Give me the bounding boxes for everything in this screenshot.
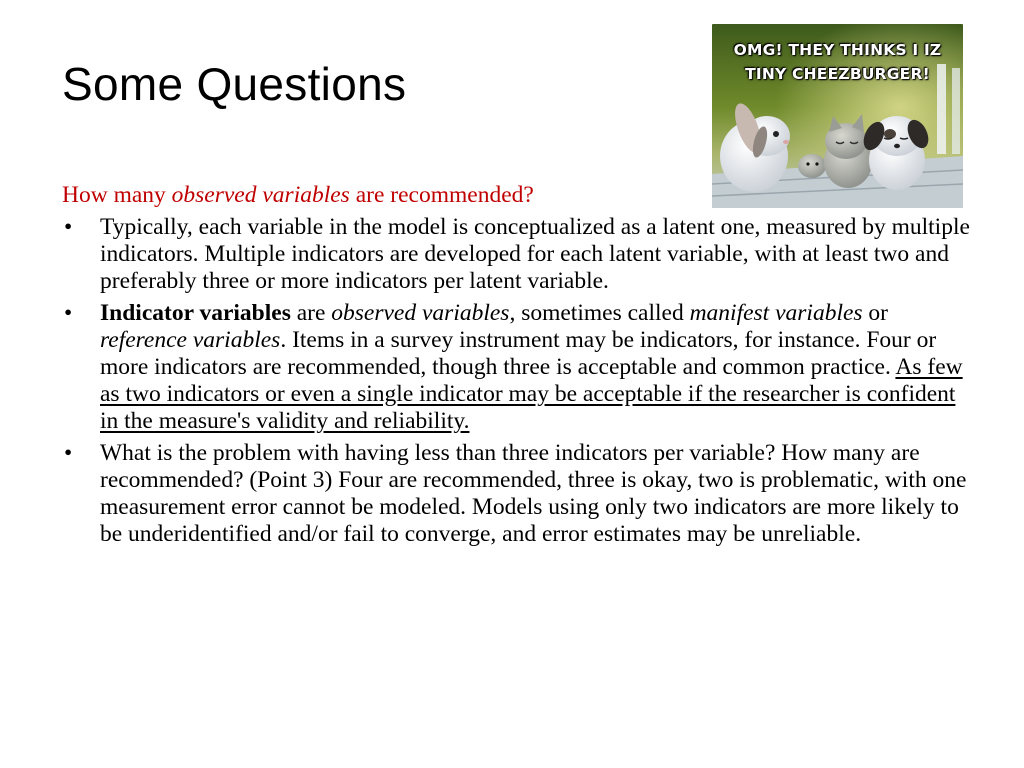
bullet-emphasis: observed variables [331, 300, 510, 326]
bullet-emphasis: reference variables [100, 327, 281, 353]
bullet-emphasis: manifest variables [689, 300, 863, 326]
bullet-text: are [290, 300, 332, 326]
meme-photo [712, 24, 963, 208]
bullet-underlined-text: As few as two indicators or even a single indicator may be acceptable if the researcher is confident in the measure's validity and reliability. [100, 354, 963, 434]
question-heading [62, 182, 972, 209]
bullet-item-3 [62, 440, 972, 548]
question-emphasis: observed variables [171, 182, 350, 208]
bullet-item-1 [62, 214, 972, 295]
slide-title: Some Questions [62, 58, 407, 110]
bullet-dot-icon: • [64, 300, 73, 326]
bullet-text: or [862, 300, 888, 326]
question-post: are recommended? [349, 182, 534, 208]
bullet-dot-icon: • [64, 214, 73, 240]
bullet-text: , sometimes called [509, 300, 690, 326]
meme-caption: OMG! THEY THINKS I IZ TINY CHEEZBURGER! [733, 41, 942, 83]
question-pre: How many [62, 182, 172, 208]
bullet-text: Typically, each variable in the model is conceptualized as a latent one, measured by multiple indicators. Multiple indicators are developed for each latent variable, with at least two and preferably three or more indicators per latent variable. [100, 214, 970, 294]
bullet-item-2 [62, 300, 972, 435]
bullet-strong: Indicator variables [100, 300, 291, 326]
bullet-text: What is the problem with having less than three indicators per variable? How many are recommended? (Point 3) Four are recommended, three is okay, two is problematic, with one measurement error cannot be modeled. Models using only two indicators are more likely to be underidentified and/or fail to converge, and error estimates may be unreliable. [100, 440, 967, 547]
slide-body [62, 182, 972, 553]
bullet-dot-icon: • [64, 440, 73, 466]
bullet-text: . Items in a survey instrument may be indicators, for instance. Four or more indicators are recommended, though three is acceptable and common practice. [100, 327, 937, 380]
bullet-list [62, 214, 972, 548]
